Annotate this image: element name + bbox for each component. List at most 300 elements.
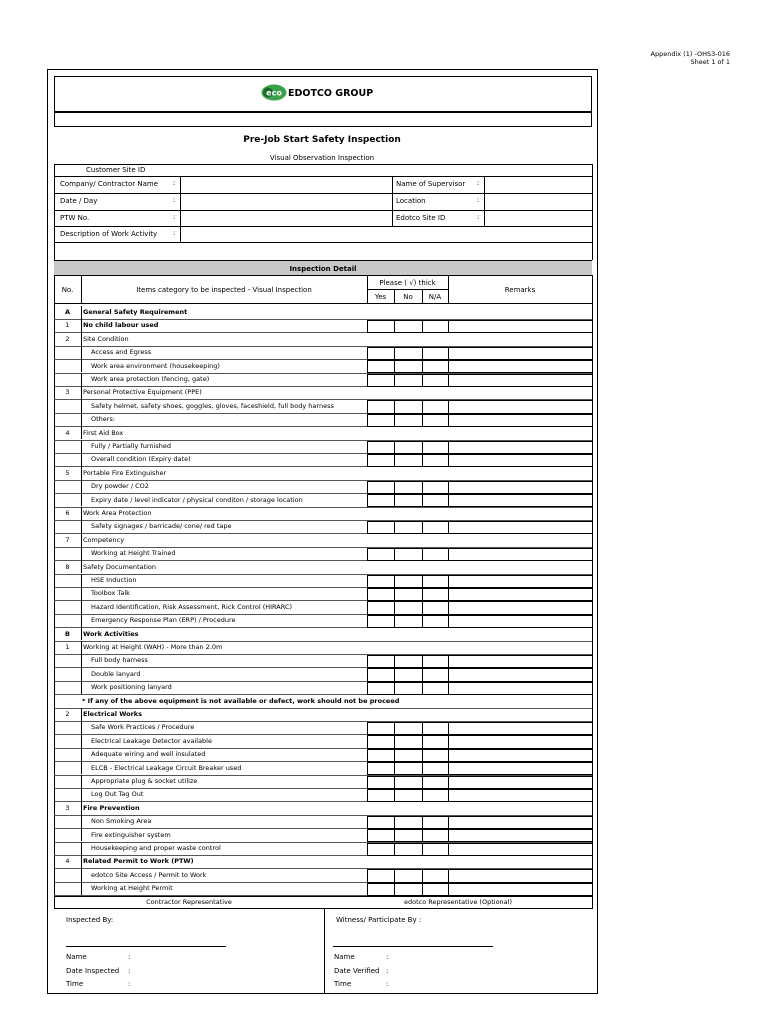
check-na[interactable] (422, 749, 449, 762)
check-yes[interactable] (367, 548, 395, 561)
row-divider (81, 614, 82, 627)
row-divider (81, 426, 82, 439)
check-yes[interactable] (367, 601, 395, 614)
row-divider (81, 654, 82, 667)
header-rule (54, 193, 592, 194)
row-divider (81, 734, 82, 747)
row-divider (81, 721, 82, 734)
row-divider (81, 520, 82, 533)
row-divider (81, 533, 82, 546)
remarks-cell[interactable] (448, 735, 593, 748)
row-label: Site Condition (83, 334, 129, 343)
check-no[interactable] (394, 655, 423, 668)
header-divider (180, 176, 181, 242)
check-yes[interactable] (367, 749, 395, 762)
field-label: Description of Work Activity (60, 230, 158, 238)
check-no[interactable] (394, 374, 423, 387)
signoff-field-label: Date Inspected (66, 966, 120, 975)
check-na[interactable] (422, 722, 449, 735)
row-label: Work area environment (housekeeping) (91, 361, 220, 370)
table-divider (448, 275, 449, 303)
row-label: Work Activities (83, 629, 139, 638)
colon: : (386, 966, 389, 975)
check-no[interactable] (394, 521, 423, 534)
row-divider (81, 868, 82, 881)
row-number: A (64, 308, 71, 316)
check-no[interactable] (394, 454, 423, 467)
field-input[interactable] (184, 178, 392, 189)
row-number: 3 (65, 803, 70, 812)
check-yes[interactable] (367, 789, 395, 802)
row-label: Overall condition (Expiry date) (91, 455, 191, 464)
check-no[interactable] (394, 548, 423, 561)
check-yes[interactable] (367, 441, 395, 454)
row-divider (81, 855, 82, 868)
check-no[interactable] (394, 320, 423, 333)
table-divider (367, 275, 368, 303)
form-subtitle: Visual Observation Inspection (269, 154, 375, 162)
check-yes[interactable] (367, 655, 395, 668)
row-label: HSE Induction (91, 576, 137, 584)
signoff-divider (324, 908, 325, 993)
check-yes[interactable] (367, 883, 395, 896)
row-divider (81, 667, 82, 680)
field-input[interactable] (488, 178, 588, 189)
check-yes[interactable] (367, 347, 395, 360)
check-yes[interactable] (367, 575, 395, 588)
table-rule (54, 303, 592, 304)
table-divider (394, 289, 395, 303)
colon: : (173, 229, 176, 237)
row-divider (81, 493, 82, 506)
check-no[interactable] (394, 347, 423, 360)
row-label: Electrical Leakage Detector available (91, 736, 212, 745)
row-label: No child labour used (83, 321, 159, 330)
row-label: Double lanyard (91, 669, 141, 678)
row-number: B (65, 629, 70, 638)
row-divider (81, 775, 82, 788)
check-yes[interactable] (367, 762, 395, 775)
remarks-cell[interactable] (448, 548, 593, 561)
row-label: Competency (83, 535, 125, 544)
check-no[interactable] (394, 441, 423, 454)
check-yes[interactable] (367, 682, 395, 695)
remarks-cell[interactable] (448, 400, 593, 413)
appendix-reference (651, 50, 730, 66)
signoff-field-label: Name (66, 953, 87, 962)
row-number: 2 (65, 710, 70, 718)
row-divider (81, 359, 82, 372)
row-label: Fire extinguisher system (91, 830, 171, 839)
check-no[interactable] (394, 789, 423, 802)
row-divider (81, 346, 82, 359)
colon: : (386, 980, 389, 989)
row-label: Working at Height Permit (91, 884, 173, 893)
remarks-cell[interactable] (448, 843, 593, 856)
company-name: EDOTCO GROUP (288, 88, 374, 99)
check-yes[interactable] (367, 722, 395, 735)
check-no[interactable] (394, 816, 423, 829)
colon: : (386, 953, 389, 962)
check-yes[interactable] (367, 776, 395, 789)
remarks-cell[interactable] (448, 347, 593, 360)
check-yes[interactable] (367, 360, 395, 373)
check-na[interactable] (422, 320, 449, 333)
row-divider (81, 681, 82, 694)
row-divider (81, 761, 82, 774)
row-label: Others: (91, 415, 116, 424)
check-na[interactable] (422, 869, 449, 882)
remarks-cell[interactable] (448, 762, 593, 775)
row-divider (81, 547, 82, 560)
check-yes[interactable] (367, 481, 395, 494)
remarks-cell[interactable] (448, 869, 593, 882)
row-number: 3 (65, 388, 70, 397)
check-yes[interactable] (367, 454, 395, 467)
form-title: Pre-Job Start Safety Inspection (243, 135, 401, 145)
field-label: Company/ Contractor Name (60, 180, 159, 188)
row-divider (81, 788, 82, 801)
row-number: 4 (65, 857, 70, 866)
signoff-field-label: Date Verified (334, 966, 380, 975)
row-label: Safety helmet, safety shoes, goggles, gloves, faceshield, full body harness (91, 401, 334, 410)
col-na: N/A (428, 293, 442, 301)
row-label: Safety signages / barricade/ cone/ red tape (91, 522, 232, 531)
check-no[interactable] (394, 668, 423, 681)
edotco-logo-icon (261, 84, 287, 101)
row-label: Working at Height (WAH) - More than 2.0m (83, 643, 223, 651)
check-na[interactable] (422, 414, 449, 427)
edotco-header: edotco Representative (Optional) (403, 898, 512, 907)
row-number: 1 (65, 643, 70, 651)
field-input[interactable] (488, 195, 588, 206)
check-na[interactable] (422, 829, 449, 842)
remarks-cell[interactable] (448, 521, 593, 534)
check-no[interactable] (394, 843, 423, 856)
inspector-signature-line[interactable] (66, 946, 226, 947)
customer-site-id-label: Customer Site ID (86, 166, 146, 174)
colon: : (477, 196, 480, 204)
remarks-cell[interactable] (448, 749, 593, 762)
row-label: Working at Height Trained (91, 549, 176, 558)
row-divider (81, 373, 82, 386)
inspected-by-label: Inspected By: (66, 916, 114, 925)
col-item: Items category to be inspected - Visual Inspection (136, 286, 312, 294)
table-rule (367, 289, 448, 290)
colon: : (173, 196, 176, 204)
check-na[interactable] (422, 454, 449, 467)
check-no[interactable] (394, 776, 423, 789)
check-no[interactable] (394, 762, 423, 775)
check-no[interactable] (394, 360, 423, 373)
remarks-cell[interactable] (448, 829, 593, 842)
row-label: Expiry date / level indicator / physical conditon / storage location (91, 495, 303, 504)
row-label: Safety Documentation (83, 562, 156, 571)
row-divider (81, 641, 82, 654)
check-na[interactable] (422, 615, 449, 628)
signoff-field-label: Name (334, 953, 355, 962)
signoff-field-label: Time (334, 980, 352, 989)
sheet-line: Sheet 1 of 1 (690, 58, 730, 66)
check-yes[interactable] (367, 320, 395, 333)
check-yes[interactable] (367, 494, 395, 507)
row-divider (81, 386, 82, 399)
signoff-field-label: Time (66, 980, 84, 989)
check-na[interactable] (422, 588, 449, 601)
table-rule (54, 260, 592, 261)
remarks-cell[interactable] (448, 722, 593, 735)
check-na[interactable] (422, 668, 449, 681)
col-no-answer: No (403, 293, 413, 301)
remarks-cell[interactable] (448, 883, 593, 896)
check-no[interactable] (394, 481, 423, 494)
remarks-cell[interactable] (448, 441, 593, 454)
check-yes[interactable] (367, 668, 395, 681)
remarks-cell[interactable] (448, 615, 593, 628)
row-divider (81, 574, 82, 587)
check-no[interactable] (394, 575, 423, 588)
row-label: Log Out Tag Out (91, 790, 144, 799)
row-label: Related Permit to Work (PTW) (83, 857, 194, 866)
check-yes[interactable] (367, 735, 395, 748)
row-divider (81, 332, 82, 345)
header-rule (54, 164, 592, 165)
check-yes[interactable] (367, 843, 395, 856)
header-rule (54, 226, 592, 227)
row-number: 6 (65, 509, 70, 517)
col-no: No. (61, 286, 74, 294)
check-no[interactable] (394, 494, 423, 507)
check-yes[interactable] (367, 869, 395, 882)
check-no[interactable] (394, 615, 423, 628)
table-divider (422, 289, 423, 303)
row-divider (81, 440, 82, 453)
row-label: Fully / Partially furnished (91, 442, 171, 450)
row-label: Personal Protective Equipment (PPE) (83, 388, 202, 397)
remarks-cell[interactable] (448, 776, 593, 789)
header-border (54, 164, 55, 260)
row-divider (81, 842, 82, 855)
colon: : (173, 179, 176, 187)
check-na[interactable] (422, 601, 449, 614)
witness-signature-line[interactable] (333, 946, 493, 947)
check-no[interactable] (394, 414, 423, 427)
row-divider (81, 466, 82, 479)
check-no[interactable] (394, 869, 423, 882)
table-rule (54, 275, 592, 276)
check-na[interactable] (422, 441, 449, 454)
check-na[interactable] (422, 762, 449, 775)
field-input[interactable] (184, 195, 392, 206)
row-divider (81, 480, 82, 493)
col-remarks: Remarks (504, 286, 536, 294)
header-divider (392, 176, 393, 226)
row-divider (81, 587, 82, 600)
row-label: ELCB - Electrical Leakage Circuit Breaker used (91, 763, 242, 772)
check-na[interactable] (422, 360, 449, 373)
row-divider (81, 413, 82, 426)
header-rule (54, 176, 592, 177)
row-label: Work Area Protection (83, 509, 152, 517)
table-divider (81, 275, 82, 303)
field-input[interactable] (184, 212, 392, 223)
header-rule (54, 242, 592, 243)
signoff-rule (54, 908, 592, 909)
remarks-cell[interactable] (448, 481, 593, 494)
signoff-rule (54, 896, 592, 897)
row-number: 2 (65, 334, 70, 343)
row-divider (81, 882, 82, 895)
remarks-cell[interactable] (448, 414, 593, 427)
colon: : (477, 213, 480, 221)
check-yes[interactable] (367, 374, 395, 387)
row-label: Housekeeping and proper waste control (91, 844, 221, 852)
remarks-cell[interactable] (448, 575, 593, 588)
remarks-cell[interactable] (448, 494, 593, 507)
check-na[interactable] (422, 481, 449, 494)
check-na[interactable] (422, 843, 449, 856)
row-number: 7 (65, 535, 70, 544)
spacer-row (54, 112, 592, 127)
check-na[interactable] (422, 494, 449, 507)
colon: : (477, 179, 480, 187)
colon: : (173, 213, 176, 221)
row-label: General Safety Requirement (83, 308, 188, 316)
row-label: Fire Prevention (83, 803, 140, 812)
row-divider (81, 801, 82, 814)
col-please: Please ( √) thick (379, 279, 436, 287)
check-na[interactable] (422, 883, 449, 896)
remarks-cell[interactable] (448, 789, 593, 802)
check-yes[interactable] (367, 829, 395, 842)
row-divider (81, 748, 82, 761)
row-label: Non Smoking Area (91, 817, 152, 826)
remarks-cell[interactable] (448, 682, 593, 695)
row-label: Safe Work Practices / Procedure (91, 723, 195, 732)
row-label: Portable Fire Extinguisher (83, 468, 167, 477)
field-label: Date / Day (60, 197, 98, 205)
remarks-cell[interactable] (448, 816, 593, 829)
colon: : (128, 953, 131, 962)
check-na[interactable] (422, 735, 449, 748)
check-yes[interactable] (367, 615, 395, 628)
check-no[interactable] (394, 829, 423, 842)
check-na[interactable] (422, 548, 449, 561)
check-yes[interactable] (367, 400, 395, 413)
logo-text: eco (266, 88, 282, 98)
remarks-cell[interactable] (448, 601, 593, 614)
check-yes[interactable] (367, 414, 395, 427)
row-label: Toolbox Talk (91, 589, 130, 598)
colon: : (128, 980, 131, 989)
check-na[interactable] (422, 789, 449, 802)
field-input[interactable] (184, 228, 584, 239)
col-yes: Yes (374, 293, 387, 301)
row-label: Hazard Identification, Risk Assessment, Rick Control (HIRARC) (91, 602, 293, 611)
row-rule (54, 641, 592, 642)
check-na[interactable] (422, 347, 449, 360)
row-label: Electrical Works (83, 710, 143, 718)
row-number: 4 (65, 428, 70, 437)
remarks-cell[interactable] (448, 374, 593, 387)
field-label: PTW No. (60, 214, 90, 222)
row-divider (81, 708, 82, 721)
row-divider (81, 453, 82, 466)
row-label: Access and Egress (91, 348, 152, 357)
row-divider (81, 319, 82, 332)
remarks-cell[interactable] (448, 454, 593, 467)
row-label: edotco Site Access / Permit to Work (91, 870, 207, 879)
row-label: First Aid Box (83, 428, 124, 437)
row-label: Work positioning lanyard (91, 683, 172, 692)
check-na[interactable] (422, 374, 449, 387)
check-no[interactable] (394, 749, 423, 762)
check-na[interactable] (422, 682, 449, 695)
check-na[interactable] (422, 816, 449, 829)
row-divider (81, 828, 82, 841)
field-label: Name of Supervisor (396, 180, 466, 188)
row-number: 1 (65, 321, 70, 330)
colon: : (128, 966, 131, 975)
check-no[interactable] (394, 588, 423, 601)
check-no[interactable] (394, 682, 423, 695)
witness-label: Witness/ Participate By : (336, 916, 422, 925)
check-na[interactable] (422, 655, 449, 668)
row-label: Adequate wiring and well insulated (91, 750, 206, 759)
check-na[interactable] (422, 400, 449, 413)
row-label: Emergency Response Plan (ERP) / Procedure (91, 616, 236, 625)
header-rule (54, 210, 592, 211)
header-border (592, 164, 593, 260)
check-yes[interactable] (367, 521, 395, 534)
row-number: 8 (65, 562, 70, 571)
row-label: Dry powder / CO2 (91, 482, 149, 491)
check-na[interactable] (422, 575, 449, 588)
contractor-header: Contractor Representative (146, 898, 232, 907)
row-divider (81, 627, 82, 640)
field-label: Location (396, 197, 426, 205)
row-divider (81, 560, 82, 573)
remarks-cell[interactable] (448, 360, 593, 373)
section-title: Inspection Detail (289, 265, 357, 273)
remarks-cell[interactable] (448, 588, 593, 601)
inspection-form (47, 69, 598, 994)
check-yes[interactable] (367, 588, 395, 601)
row-divider (81, 399, 82, 412)
row-label: Full body harness (91, 656, 148, 665)
row-label: Work area protection (fencing, gate) (91, 375, 210, 383)
row-divider (81, 306, 82, 319)
row-label: Appropriate plug & socket utilize (91, 777, 198, 785)
field-input[interactable] (488, 212, 588, 223)
check-na[interactable] (422, 521, 449, 534)
check-no[interactable] (394, 722, 423, 735)
check-na[interactable] (422, 776, 449, 789)
check-yes[interactable] (367, 816, 395, 829)
remarks-cell[interactable] (448, 668, 593, 681)
remarks-cell[interactable] (448, 320, 593, 333)
check-no[interactable] (394, 883, 423, 896)
row-label: * If any of the above equipment is not available or defect, work should not be proceed (82, 696, 400, 705)
row-divider (81, 815, 82, 828)
check-no[interactable] (394, 601, 423, 614)
header-divider (484, 176, 485, 226)
check-no[interactable] (394, 400, 423, 413)
appendix-line: Appendix (1) -OHS3-016 (650, 50, 730, 58)
check-no[interactable] (394, 735, 423, 748)
row-rule (54, 708, 592, 709)
remarks-cell[interactable] (448, 655, 593, 668)
